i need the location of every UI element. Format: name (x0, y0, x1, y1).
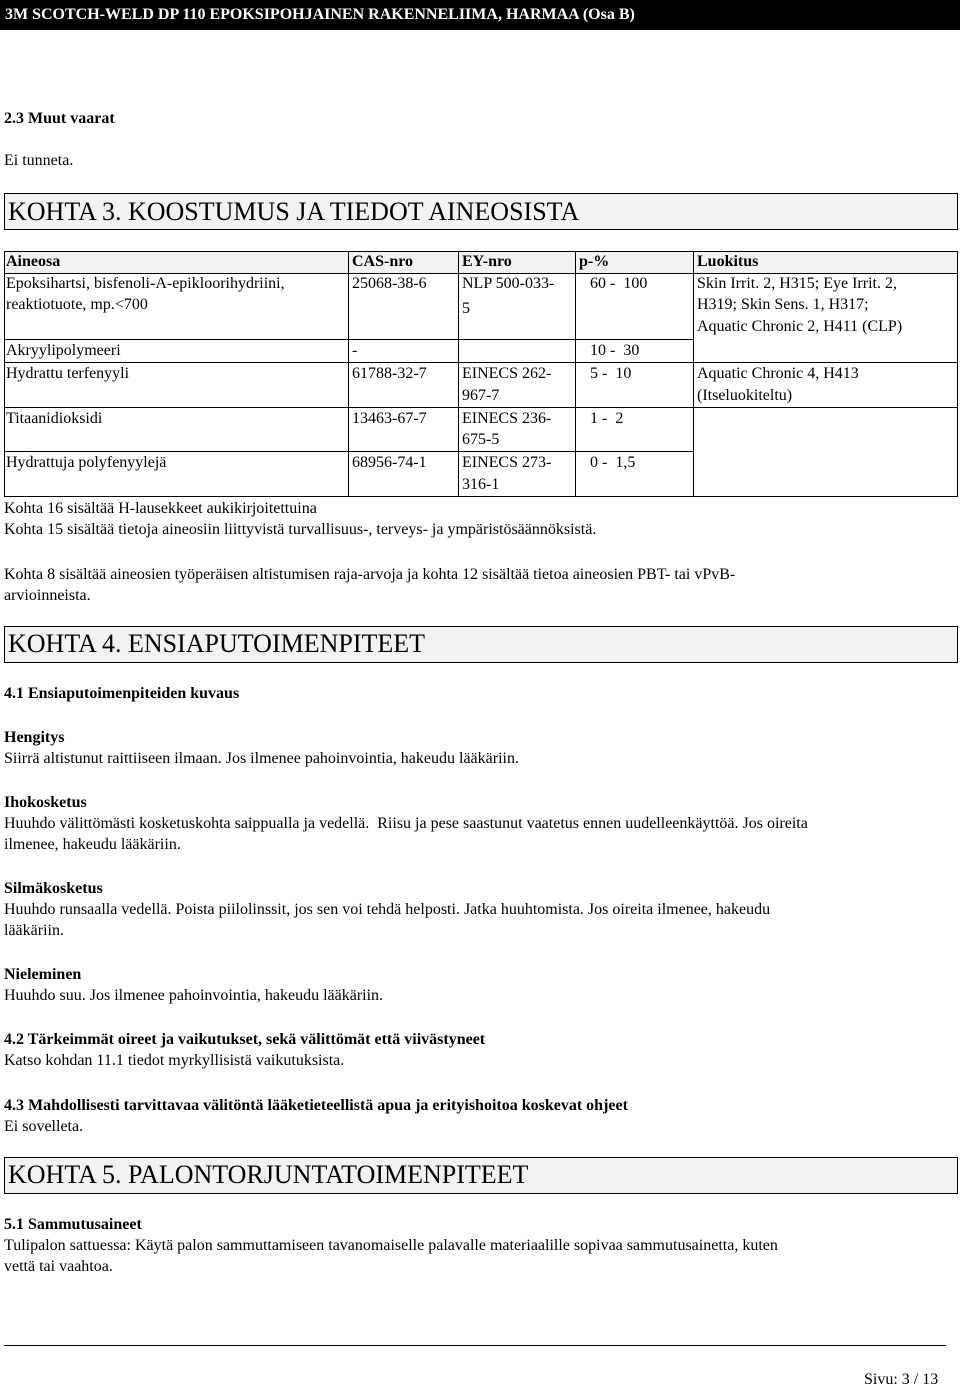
component-name: Akryylipolymeeri (6, 342, 121, 359)
cas-number: 61788-32-7 (352, 365, 427, 382)
inhalation-text: Siirrä altistunut raittiiseen ilmaan. Jos ilmenee pahoinvointia, hakeudu lääkäriin. (4, 750, 519, 767)
skin-contact-heading: Ihokosketus (4, 794, 87, 811)
col-header-cas: CAS-nro (352, 253, 414, 270)
classification-cont: (Itseluokiteltu) (697, 387, 793, 404)
weight-percent: 5 - 10 (590, 365, 632, 382)
note-exposure-limits: Kohta 8 sisältää aineosien työperäisen altistumisen raja-arvoja ja kohta 12 sisältää tietoa aineosien PBT- tai vPvB- (4, 566, 736, 583)
ec-number: EINECS 273- (462, 454, 552, 471)
cas-number: - (352, 342, 358, 359)
subsection-4-2-text: Katso kohdan 11.1 tiedot myrkyllisistä vaikutuksista. (4, 1052, 345, 1069)
ec-number-cont: 5 (462, 300, 470, 317)
cas-number: 13463-67-7 (352, 410, 427, 427)
component-name: Hydrattu terfenyyli (6, 365, 130, 382)
table-divider (957, 251, 958, 496)
ec-number: EINECS 262- (462, 365, 552, 382)
ec-number: NLP 500-033- (462, 275, 555, 292)
ec-number-cont: 967-7 (462, 387, 500, 404)
note-exposure-limits-cont: arvioinneista. (4, 587, 91, 604)
col-header-classification: Luokitus (697, 253, 759, 270)
col-header-percent: p-% (579, 253, 610, 270)
skin-contact-text: Huuhdo välittömästi kosketuskohta saippualla ja vedellä. Riisu ja pese saastunut vaatetus ennen uudelleenkäyttöä. Jos oireita (4, 815, 808, 832)
classification: Skin Irrit. 2, H315; Eye Irrit. 2, (697, 275, 897, 292)
component-name: Hydrattuja polyfenyylejä (6, 454, 167, 471)
weight-percent: 60 - 100 (590, 275, 648, 292)
note-regulations: Kohta 15 sisältää tietoja aineosiin liittyvistä turvallisuus-, terveys- ja ympäristösäännöksistä. (4, 521, 597, 538)
cas-number: 25068-38-6 (352, 275, 427, 292)
subsection-5-1-text-cont: vettä tai vaahtoa. (4, 1258, 113, 1275)
col-header-component: Aineosa (6, 253, 61, 270)
ec-number: EINECS 236- (462, 410, 552, 427)
page-number: Sivu: 3 / 13 (864, 1371, 939, 1388)
note-h-statements: Kohta 16 sisältää H-lausekkeet aukikirjoitettuina (4, 500, 317, 517)
subsection-4-1-heading: 4.1 Ensiaputoimenpiteiden kuvaus (4, 685, 240, 702)
eye-contact-text: Huuhdo runsaalla vedellä. Poista piilolinssit, jos sen voi tehdä helposti. Jatka huuhtomista. Jos oireita ilmenee, hakeudu (4, 901, 771, 918)
table-row-line (4, 496, 958, 497)
ec-number-cont: 675-5 (462, 431, 500, 448)
component-name: Titaanidioksidi (6, 410, 103, 427)
weight-percent: 1 - 2 (590, 410, 624, 427)
document-title: 3M SCOTCH-WELD DP 110 EPOKSIPOHJAINEN RAKENNELIIMA, HARMAA (Osa B) (5, 6, 635, 23)
col-header-ec: EY-nro (462, 253, 512, 270)
component-name: Epoksihartsi, bisfenoli-A-epikloorihydriini, (6, 275, 285, 292)
section-3-title: KOHTA 3. KOOSTUMUS JA TIEDOT AINEOSISTA (8, 197, 580, 226)
table-divider (575, 251, 576, 496)
table-divider (458, 251, 459, 496)
cas-number: 68956-74-1 (352, 454, 427, 471)
classification-cont: Aquatic Chronic 2, H411 (CLP) (697, 318, 903, 335)
weight-percent: 0 - 1,5 (590, 454, 636, 471)
section-2-3-heading: 2.3 Muut vaarat (4, 110, 115, 127)
weight-percent: 10 - 30 (590, 342, 640, 359)
ec-number-cont: 316-1 (462, 476, 500, 493)
document-header-bar (0, 0, 960, 30)
subsection-4-3-heading: 4.3 Mahdollisesti tarvittavaa välitöntä lääketieteellistä apua ja erityishoitoa koskevat ohjeet (4, 1097, 628, 1114)
eye-contact-text-cont: lääkäriin. (4, 922, 64, 939)
subsection-4-3-text: Ei sovelleta. (4, 1118, 84, 1135)
table-divider (348, 251, 349, 496)
ingestion-heading: Nieleminen (4, 966, 82, 983)
section-4-title: KOHTA 4. ENSIAPUTOIMENPITEET (8, 629, 426, 658)
table-divider (693, 251, 694, 496)
footer-rule (4, 1345, 946, 1346)
section-5-title: KOHTA 5. PALONTORJUNTATOIMENPITEET (8, 1160, 529, 1189)
classification-cont: H319; Skin Sens. 1, H317; (697, 296, 869, 313)
subsection-5-1-text: Tulipalon sattuessa: Käytä palon sammuttamiseen tavanomaiselle palavalle materiaalille sopivaa sammutusainetta, kuten (4, 1237, 778, 1254)
inhalation-heading: Hengitys (4, 729, 65, 746)
component-name-cont: reaktiotuote, mp.<700 (6, 296, 148, 313)
table-divider (4, 251, 5, 496)
subsection-4-2-heading: 4.2 Tärkeimmät oireet ja vaikutukset, sekä välittömät että viivästyneet (4, 1031, 486, 1048)
eye-contact-heading: Silmäkosketus (4, 880, 103, 897)
ingestion-text: Huuhdo suu. Jos ilmenee pahoinvointia, hakeudu lääkäriin. (4, 987, 384, 1004)
skin-contact-text-cont: ilmenee, hakeudu lääkäriin. (4, 836, 181, 853)
section-2-3-text: Ei tunneta. (4, 152, 74, 169)
classification: Aquatic Chronic 4, H413 (697, 365, 859, 382)
subsection-5-1-heading: 5.1 Sammutusaineet (4, 1216, 142, 1233)
